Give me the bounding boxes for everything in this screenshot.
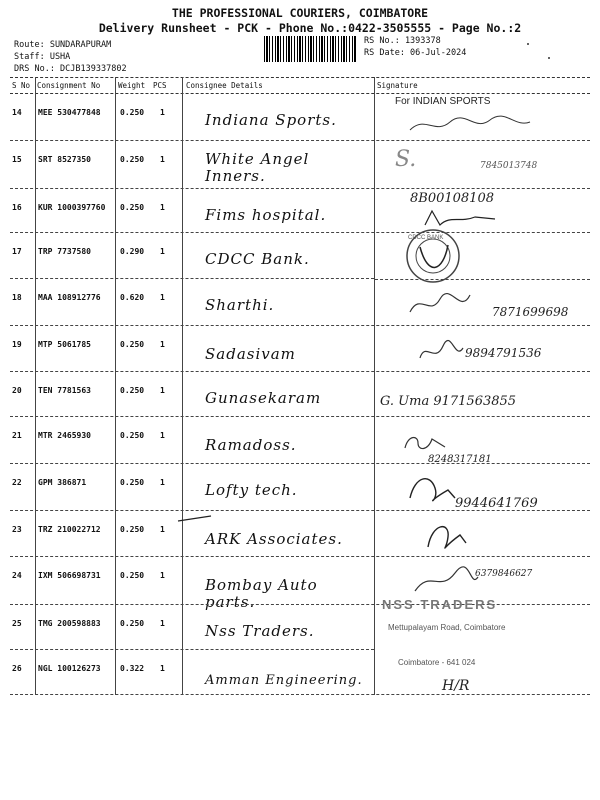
row-consignee: CDCC Bank. — [205, 250, 310, 268]
row-consignment: TRP 7737580 — [38, 247, 91, 256]
row-signature-note: Mettupalayam Road, Coimbatore — [388, 623, 506, 632]
table-row — [10, 372, 590, 417]
row-consignment: SRT 8527350 — [38, 155, 91, 164]
row-separator — [10, 694, 590, 695]
table-row — [10, 650, 590, 695]
row-weight: 0.620 — [120, 293, 145, 302]
row-consignment: GPM 386871 — [38, 478, 87, 487]
row-sno: 14 — [12, 108, 22, 117]
row-weight: 0.250 — [120, 525, 145, 534]
row-pcs: 1 — [160, 525, 165, 534]
row-signature: 9894791536 — [465, 346, 542, 360]
row-consignee: White Angel Inners. — [205, 150, 310, 185]
row-weight: 0.250 — [120, 478, 145, 487]
row-signature: 8248317181 — [428, 454, 492, 465]
row-pcs: 1 — [160, 478, 165, 487]
signature-scribble — [415, 336, 465, 366]
staff-label: Staff: USHA — [14, 52, 71, 62]
table-row — [10, 557, 590, 611]
row-pcs: 1 — [160, 340, 165, 349]
row-pcs: 1 — [160, 571, 165, 580]
barcode — [264, 36, 356, 62]
rs-date: RS Date: 06-Jul-2024 — [364, 48, 467, 58]
signature-scribble — [420, 517, 470, 553]
table-row — [10, 417, 590, 464]
row-sno: 24 — [12, 571, 22, 580]
row-sno: 19 — [12, 340, 22, 349]
table-row — [10, 326, 590, 372]
col-pcs: PCS — [153, 81, 167, 90]
row-consignee: Ramadoss. — [205, 436, 297, 454]
row-consignee: Gunasekaram — [205, 389, 322, 407]
row-sno: 16 — [12, 203, 22, 212]
row-signature: H/R — [442, 678, 470, 694]
row-pcs: 1 — [160, 203, 165, 212]
row-consignment: MAA 108912776 — [38, 293, 101, 302]
row-consignee: Lofty tech. — [205, 481, 298, 499]
pen-mark — [176, 513, 216, 523]
row-signature: S. — [395, 147, 417, 172]
table-row — [10, 141, 590, 189]
row-signature: 9944641769 — [455, 496, 538, 511]
signature-scribble — [405, 110, 535, 138]
drs-number: DRS No.: DCJB139337802 — [14, 64, 127, 74]
row-pcs: 1 — [160, 155, 165, 164]
header-rule — [10, 77, 590, 78]
row-consignment: NGL 100126273 — [38, 664, 101, 673]
row-consignee: Sharthi. — [205, 296, 275, 314]
row-sno: 17 — [12, 247, 22, 256]
table-row — [10, 279, 590, 326]
row-weight: 0.250 — [120, 386, 145, 395]
table-row — [10, 189, 590, 233]
table-row — [10, 511, 590, 557]
row-sno: 26 — [12, 664, 22, 673]
row-signature-note: 7845013748 — [480, 161, 538, 171]
row-weight: 0.250 — [120, 203, 145, 212]
row-signature: 8B00108108 — [410, 191, 494, 206]
row-consignment: KUR 1000397760 — [38, 203, 106, 212]
col-sno: S No — [12, 81, 31, 90]
row-signature: For INDIAN SPORTS — [395, 96, 491, 107]
row-weight: 0.250 — [120, 619, 145, 628]
company-title: THE PROFESSIONAL COURIERS, COIMBATORE — [171, 6, 429, 20]
table-row — [10, 233, 590, 279]
row-sno: 23 — [12, 525, 22, 534]
row-consignment: TEN 7781563 — [38, 386, 91, 395]
row-consignee: ARK Associates. — [205, 530, 343, 548]
row-weight: 0.250 — [120, 108, 145, 117]
row-pcs: 1 — [160, 386, 165, 395]
row-pcs: 1 — [160, 247, 165, 256]
signature-scribble — [420, 207, 500, 229]
speck — [548, 57, 550, 59]
row-sno: 21 — [12, 431, 22, 440]
row-weight: 0.250 — [120, 340, 145, 349]
signature-scribble — [405, 287, 475, 321]
row-consignee: Indiana Sports. — [205, 111, 337, 129]
route-label: Route: SUNDARAPURAM — [14, 40, 112, 50]
row-signature: 6379846627 — [475, 569, 533, 579]
col-weight: Weight — [118, 81, 146, 90]
row-signature-note: CDCC BANK — [408, 235, 444, 241]
table-row — [10, 597, 590, 650]
row-sno: 25 — [12, 619, 22, 628]
row-consignee: Fims hospital. — [205, 206, 327, 224]
row-signature: G. Uma 9171563855 — [380, 394, 517, 409]
row-consignee: Sadasivam — [205, 345, 296, 363]
row-pcs: 1 — [160, 108, 165, 117]
row-consignment: TRZ 210022712 — [38, 525, 101, 534]
row-sno: 15 — [12, 155, 22, 164]
row-consignee: Amman Engineering. — [205, 673, 363, 688]
row-sno: 22 — [12, 478, 22, 487]
row-pcs: 1 — [160, 431, 165, 440]
row-signature: NSS TRADERS — [382, 597, 498, 612]
row-consignee: Bombay Auto parts. — [205, 576, 318, 611]
row-weight: 0.322 — [120, 664, 145, 673]
rs-number: RS No.: 1393378 — [364, 36, 441, 46]
speck — [527, 43, 529, 45]
row-weight: 0.250 — [120, 431, 145, 440]
row-weight: 0.250 — [120, 155, 145, 164]
row-weight: 0.250 — [120, 571, 145, 580]
table-row — [10, 464, 590, 511]
col-consignment: Consignment No — [37, 81, 101, 90]
signature-scribble — [400, 433, 450, 453]
row-weight: 0.290 — [120, 247, 145, 256]
col-signature: Signature — [377, 81, 418, 90]
row-pcs: 1 — [160, 664, 165, 673]
row-pcs: 1 — [160, 619, 165, 628]
row-consignment: MTP 5061785 — [38, 340, 91, 349]
table-row — [10, 94, 590, 141]
row-pcs: 1 — [160, 293, 165, 302]
row-signature: 7871699698 — [492, 305, 569, 319]
row-consignee: Nss Traders. — [205, 622, 315, 640]
runsheet-title: Delivery Runsheet - PCK - Phone No.:0422-3505555 - Page No.:2 — [98, 21, 522, 35]
signature-scribble — [400, 468, 460, 508]
signature-scribble — [410, 563, 480, 597]
row-consignment: MEE 530477848 — [38, 108, 101, 117]
row-signature-note: Coimbatore - 641 024 — [398, 658, 476, 667]
row-consignment: IXM 506698731 — [38, 571, 101, 580]
row-consignment: MTR 2465930 — [38, 431, 91, 440]
row-consignment: TMG 200598883 — [38, 619, 101, 628]
col-consignee: Consignee Details — [186, 81, 263, 90]
row-sno: 20 — [12, 386, 22, 395]
row-sno: 18 — [12, 293, 22, 302]
